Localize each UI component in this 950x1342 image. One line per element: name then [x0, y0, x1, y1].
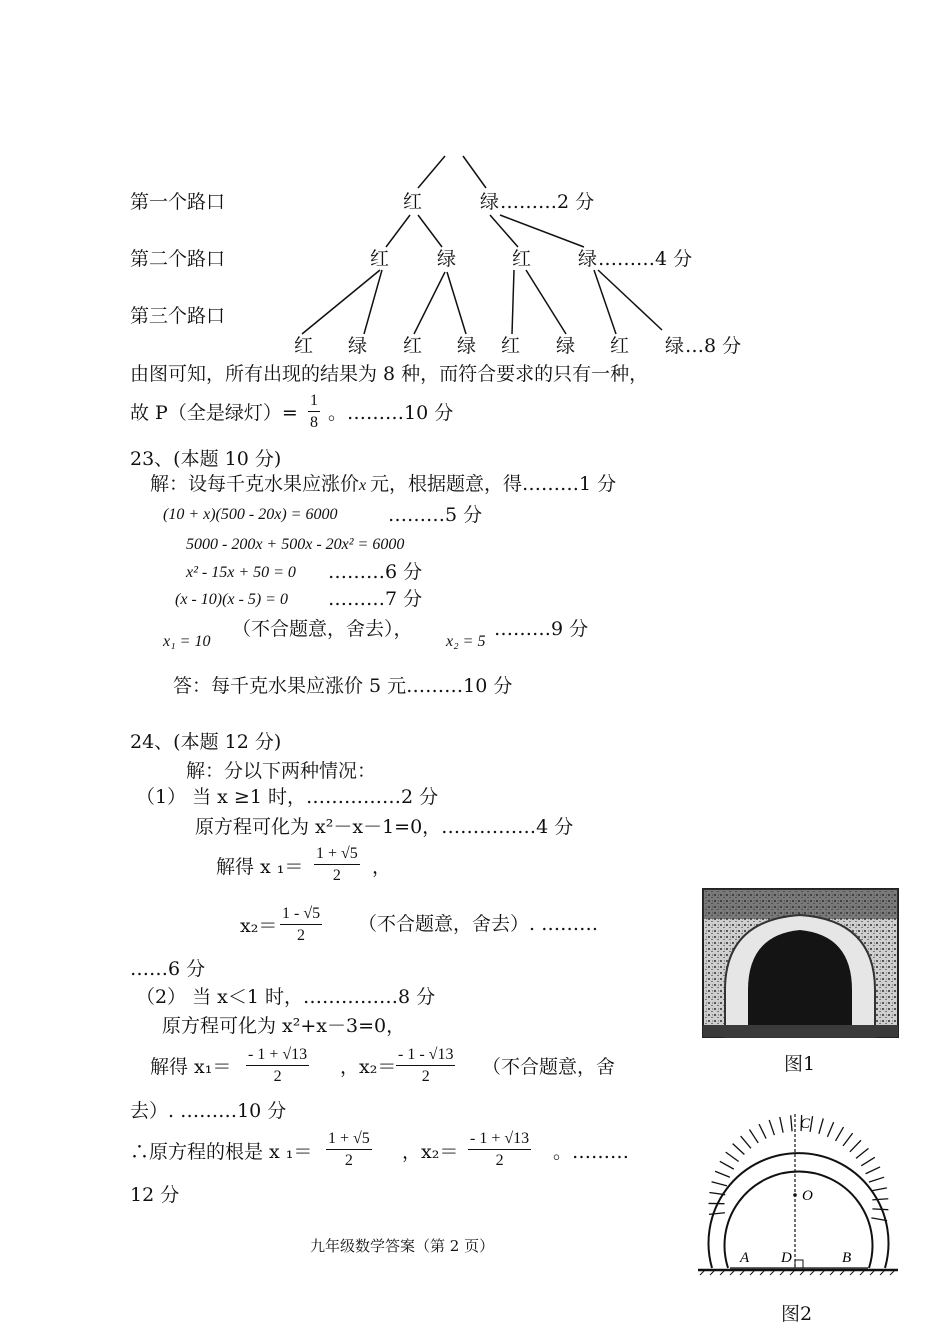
tree-node-l3-8: 绿	[665, 335, 685, 357]
tree-node-l2-2: 绿	[437, 248, 457, 270]
q22-fraction-den: 8	[310, 414, 318, 431]
figure-2-caption: 图2	[781, 1303, 813, 1325]
row-label-1: 第一个路口	[130, 191, 226, 213]
tree-node-l3-4: 绿	[457, 335, 477, 357]
frac-num: - 1 + √13	[468, 1131, 531, 1150]
q23-eq4-score: ………7 分	[328, 588, 423, 610]
q23-eq4: (x - 10)(x - 5) = 0	[175, 591, 288, 608]
q24-case1-eq: 原方程可化为 x²－x－1=0，……………4 分	[195, 816, 574, 838]
frac-num: 1 - √5	[280, 906, 322, 925]
frac-den: 2	[273, 1068, 282, 1085]
tree-node-l2-1: 红	[370, 248, 390, 270]
q22-line1: 由图可知，所有出现的结果为 8 种，而符合要求的只有一种，	[130, 363, 649, 385]
tree-node-l3-2: 绿	[348, 335, 368, 357]
q23-intro-var: x	[359, 477, 367, 494]
tree-node-l1-green: 绿	[480, 191, 500, 213]
tree-node-l3-1: 红	[294, 335, 314, 357]
q22-fraction-num: 1	[308, 393, 320, 412]
tree-node-l2-4: 绿	[578, 248, 598, 270]
q24-root-mid: ，x₂＝	[402, 1141, 459, 1163]
q24-case2: （2） 当 x＜1 时，……………8 分	[136, 986, 436, 1008]
q24-root-suffix: 。………	[553, 1141, 630, 1163]
tree-node-l3-3: 红	[403, 335, 423, 357]
row-label-3: 第三个路口	[130, 305, 226, 327]
q23-x2-score: ………9 分	[494, 618, 589, 640]
tree-score-4: ………4 分	[598, 248, 693, 270]
label-c: C	[800, 1116, 811, 1132]
q24-case1-score: ……6 分	[130, 958, 206, 980]
q24-case1-sol-suffix: ，	[372, 856, 392, 878]
frac-num: 1 + √5	[314, 846, 360, 865]
label-a: A	[740, 1250, 750, 1266]
q24-case1-x2-note: （不合题意，舍去）. ………	[358, 913, 599, 935]
q24-case1-x2-prefix: x₂＝	[240, 915, 278, 937]
q23-eq1-score: ………5 分	[388, 504, 483, 526]
tree-score-8: …8 分	[685, 335, 742, 357]
tree-node-l2-3: 红	[512, 248, 532, 270]
q24-case1: （1） 当 x ≥1 时，……………2 分	[136, 786, 439, 808]
q23-heading: 23、(本题 10 分)	[130, 448, 282, 470]
q23-intro-b: 元，根据题意，得………1 分	[370, 473, 617, 495]
tree-score-2: ………2 分	[500, 191, 595, 213]
label-o: O	[802, 1188, 813, 1204]
figure-1-caption: 图1	[784, 1053, 816, 1075]
tree-node-l1-red: 红	[403, 191, 423, 213]
tree-node-l3-6: 绿	[556, 335, 576, 357]
tree-node-l3-5: 红	[501, 335, 521, 357]
row-label-2: 第二个路口	[130, 248, 226, 270]
q24-case2-x2-note: （不合题意，舍	[482, 1056, 616, 1078]
q23-answer: 答：每千克水果应涨价 5 元………10 分	[173, 675, 513, 697]
q23-intro-a: 解：设每千克水果应涨价	[150, 473, 360, 495]
q23-eq3: x² - 15x + 50 = 0	[186, 564, 296, 581]
q24-root-prefix: ∴原方程的根是 x ₁＝	[130, 1141, 313, 1163]
q22-prob-suffix: 。………10 分	[328, 402, 454, 424]
tree-node-l3-7: 红	[610, 335, 630, 357]
q23-x2: x₂ = 5	[446, 633, 486, 650]
frac-den: 2	[344, 1152, 353, 1169]
frac-num: - 1 - √13	[396, 1047, 455, 1066]
frac-num: 1 + √5	[326, 1131, 372, 1150]
frac-den: 2	[297, 927, 306, 944]
frac-den: 2	[421, 1068, 430, 1085]
q23-eq3-score: ………6 分	[328, 561, 423, 583]
q23-x1-note: （不合题意，舍去），	[232, 618, 413, 640]
q24-case2-tail: 去）. ………10 分	[130, 1100, 287, 1122]
frac-den: 2	[495, 1152, 504, 1169]
q24-case1-sol-prefix: 解得 x ₁＝	[216, 856, 304, 878]
q23-eq2: 5000 - 200x + 500x - 20x² = 6000	[186, 536, 405, 553]
q23-x1: x₁ = 10	[163, 633, 211, 650]
q24-case2-x2-prefix: ，x₂＝	[340, 1056, 397, 1078]
q24-case2-sol-prefix: 解得 x₁＝	[150, 1056, 232, 1078]
page-footer: 九年级数学答案（第 2 页）	[310, 1237, 495, 1255]
q24-score-end: 12 分	[130, 1184, 180, 1206]
frac-den: 2	[332, 867, 341, 884]
q23-eq1: (10 + x)(500 - 20x) = 6000	[163, 506, 338, 523]
q24-case2-eq: 原方程可化为 x²+x－3=0，	[162, 1015, 406, 1037]
q24-intro: 解：分以下两种情况：	[186, 760, 377, 782]
label-d: D	[781, 1250, 792, 1266]
frac-num: - 1 + √13	[246, 1047, 309, 1066]
q24-heading: 24、(本题 12 分)	[130, 731, 282, 753]
q22-prob-prefix: 故 P（全是绿灯）=	[130, 402, 298, 424]
label-b: B	[842, 1250, 852, 1266]
